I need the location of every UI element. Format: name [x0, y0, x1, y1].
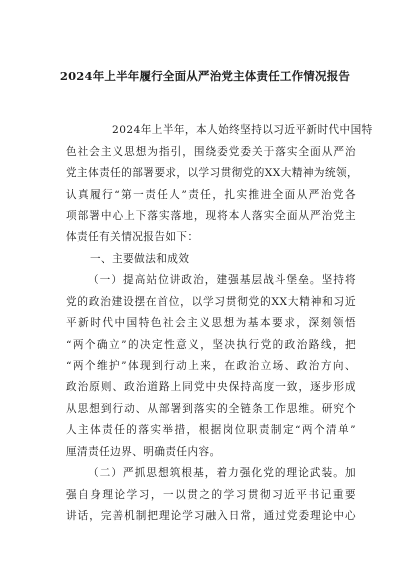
paragraph-line: 党的政治建设摆在首位，以学习贯彻党的XX大精神和习近 — [66, 296, 356, 308]
paragraph-line: 政治原则、政治道路上同党中央保持高度一致，逐步形成 — [66, 381, 356, 393]
paragraph-line: 厘清责任边界、明确责任内容。 — [66, 446, 221, 458]
paragraph-line: “两个确立”的决定性意义，坚决执行党的政治路线，把 — [66, 339, 356, 351]
paragraph-line: 2024年上半年，本人始终坚持以习近平新时代中国特 — [112, 124, 373, 136]
paragraph-line: （二）严抓思想筑根基，着力强化党的理论武装。加 — [88, 467, 356, 479]
paragraph-line: （一）提高站位讲政治，建强基层战斗堡垒。坚持将 — [88, 274, 356, 286]
document-title: 2024年上半年履行全面从严治党主体责任工作情况报告 — [59, 69, 351, 83]
paragraph-line: 认真履行“第一责任人”责任，扎实推进全面从严治党各 — [66, 189, 356, 201]
paragraph-line: 项部署中心上下落实落地，现将本人落实全面从严治党主 — [66, 210, 356, 222]
section-heading: 一、主要做法和成效 — [90, 253, 190, 265]
paragraph-line: 人主体责任的落实举措，根据岗位职责制定“两个清单” — [66, 424, 356, 436]
paragraph-line: 色社会主义思想为指引，围绕委党委关于落实全面从严治 — [66, 146, 356, 158]
paragraph-line: 讲话，完善机制把理论学习融入日常，通过党委理论中心 — [66, 510, 356, 522]
paragraph-line: 强自身理论学习，一以贯之的学习贯彻习近平书记重要 — [66, 489, 356, 501]
paragraph-line: 从思想到行动、从部署到落实的全链条工作思维。研究个 — [66, 403, 356, 415]
paragraph-line: 平新时代中国特色社会主义思想为基本要求，深刻领悟 — [66, 317, 356, 329]
paragraph-line: 党主体责任的部署要求，以学习贯彻党的XX大精神为统领， — [66, 167, 359, 179]
paragraph-line: “两个维护”体现到行动上来，在政治立场、政治方向、 — [66, 360, 356, 372]
paragraph-line: 体责任有关情况报告如下： — [66, 231, 199, 243]
